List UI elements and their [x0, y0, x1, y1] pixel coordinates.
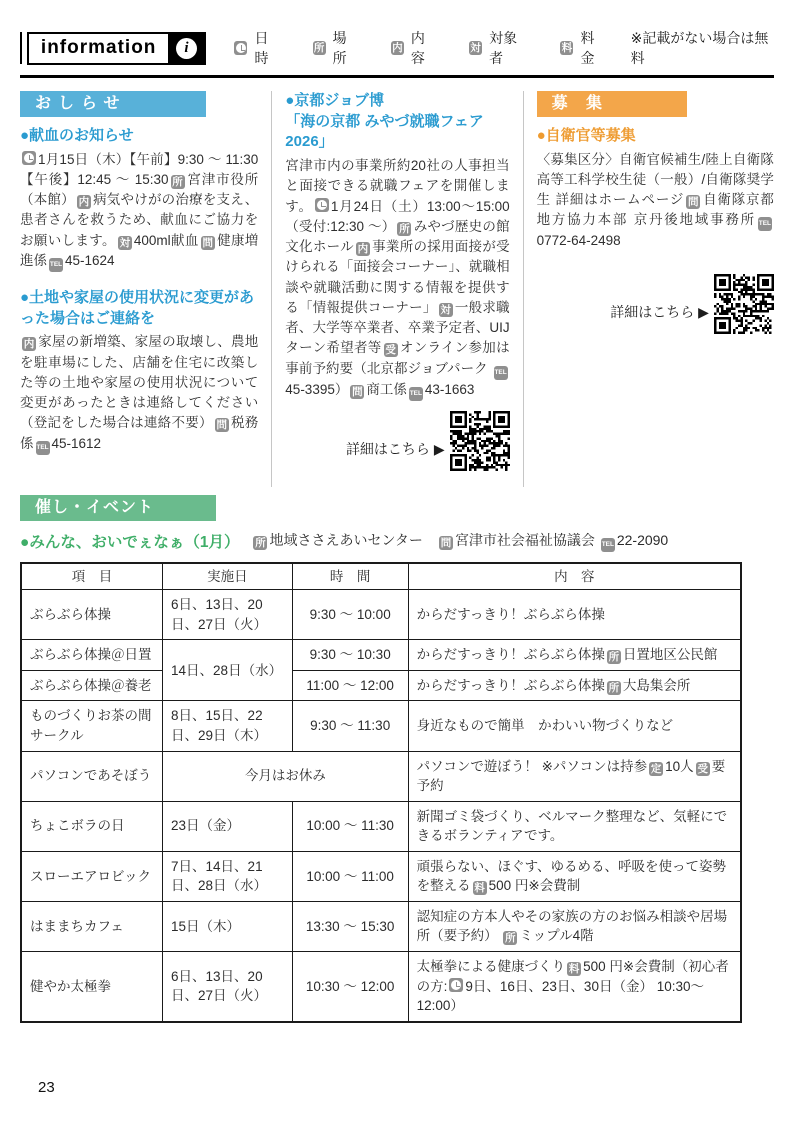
cell-dates: 7日、14日、21日、28日（水） [163, 851, 293, 901]
cell-item: スローエアロビック [21, 851, 163, 901]
cell-dates: 15日（木） [163, 901, 293, 951]
notice-body: 1月15日（木）【午前】9:30 ～ 11:30【午後】12:45 ～ 15:30 所 宮津市役所（本館） 内 病気やけがの治療を支え、患者さんを救うため、献血にご協力をお願いします。 対 400ml献血 問 健康増進係 TEL 45-1624 [20, 150, 258, 272]
content-icon: 内 [357, 243, 369, 256]
place-icon: 所 [172, 175, 183, 188]
cell-dates: 6日、13日、20日、27日（火） [163, 952, 293, 1022]
place-icon: 所 [608, 651, 620, 664]
content-icon: 内 [23, 338, 35, 351]
cell-time: 9:30 ～ 11:30 [292, 701, 408, 751]
fee-icon: 料 [474, 882, 485, 895]
legend-item-place [311, 28, 359, 68]
tel-icon: TEL [758, 217, 772, 231]
cell-desc: からだすっきり！ぶらぶら体操 所 大島集会所 [408, 670, 741, 701]
cell-dates: 6日、13日、20日、27日（火） [163, 590, 293, 640]
application-icon: 受 [697, 762, 708, 775]
legend-label: 日時 [254, 30, 269, 66]
place-icon: 所 [255, 536, 266, 549]
events-table [20, 562, 742, 1023]
legend-label: 対象者 [489, 30, 518, 66]
col-header-item: 項 目 [21, 563, 163, 590]
section-header-oshirase: おしらせ [20, 91, 206, 117]
inquiry-icon: 問 [216, 419, 228, 432]
section-header-events: 催し・イベント [20, 495, 216, 521]
event-title: ●みんな、おいでぇなぁ（1月） [20, 533, 240, 551]
notice-title-line2: 「海の京都 みやづ就職フェア2026」 [285, 112, 484, 151]
notice-title: ●自衛官等募集 [536, 127, 636, 144]
datetime-icon [315, 198, 329, 212]
tel-icon: TEL [601, 538, 615, 552]
notice-title: ●献血のお知らせ [20, 127, 134, 144]
target-icon: 対 [440, 303, 451, 316]
datetime-icon [449, 978, 463, 992]
qr-caption: 詳細はこちら ▶ [610, 303, 709, 320]
tel-icon: TEL [49, 258, 63, 272]
cell-desc: 新聞ゴミ袋づくり、ベルマーク整理など、気軽にできるボランティアです。 [408, 801, 741, 851]
qr-caption: 詳細はこちら ▶ [345, 440, 445, 457]
table-row [21, 670, 741, 701]
place-icon: 所 [505, 932, 516, 945]
table-row [21, 751, 741, 801]
tel-icon: TEL [36, 441, 50, 455]
qr-code [450, 411, 510, 471]
table-row [21, 901, 741, 951]
application-icon: 受 [385, 344, 396, 357]
cell-desc: からだすっきり！ぶらぶら体操 [408, 590, 741, 640]
legend-label: 場所 [332, 30, 347, 66]
place-icon: 所 [399, 222, 410, 235]
table-row [21, 701, 741, 751]
table-row [21, 590, 741, 640]
notices-column-1 [20, 91, 271, 487]
cell-item: ちょこボラの日 [21, 801, 163, 851]
cell-time: 9:30 ～ 10:30 [292, 640, 408, 671]
table-row [21, 952, 741, 1022]
inquiry-icon: 問 [352, 385, 363, 398]
inquiry-icon: 問 [687, 196, 699, 209]
table-header-row [21, 563, 741, 590]
cell-desc: からだすっきり！ぶらぶら体操 所 日置地区公民館 [408, 640, 741, 671]
page-header [20, 28, 774, 68]
qr-code [714, 274, 774, 334]
tel-icon: TEL [409, 387, 423, 401]
cell-item: ものづくりお茶の間サークル [21, 701, 163, 751]
cell-desc: 認知症の方本人やその家族の方のお悩み相談や居場所（要予約） 所 ミップル4階 [408, 901, 741, 951]
target-icon: 対 [470, 42, 481, 54]
notice-body: 宮津市内の事業所約20社の人事担当と面接できる就職フェアを開催します。 1月24日（土）13:00～15:00（受付:12:30 ～） 所 みやづ歴史の館 文化ホール 内 事業所の採用面接が受けられる「面接会コーナー」、就職相談や就職活動に関する情報を提供する「情報提供コーナー」 対 一般求職者、大学等卒業者、卒業予定者、UIJターン希望者等 受 オンライン参加は事前予約要（北京都ジョブパーク TEL45-3395） 問 商工係 TEL 43-1663 [285, 156, 509, 401]
info-icon-letter: i [176, 38, 197, 59]
place-icon: 所 [608, 681, 620, 694]
notice-title-line1: ●京都ジョブ博 [285, 92, 385, 109]
qr-block [537, 274, 774, 334]
table-row [21, 640, 741, 671]
table-row [21, 851, 741, 901]
fee-icon: 料 [561, 42, 573, 54]
cell-desc: パソコンで遊ぼう！ ※パソコンは持参 定 10人 受 要予約 [408, 751, 741, 801]
event-title-row [20, 530, 774, 552]
inquiry-icon: 問 [440, 536, 452, 549]
icon-legend [232, 28, 774, 68]
legend-label: 内容 [410, 30, 425, 66]
notices-column-2 [271, 91, 522, 487]
page-number: 23 [38, 1079, 55, 1096]
content-icon: 内 [392, 42, 403, 54]
fee-icon: 料 [568, 963, 580, 975]
legend-item-target [467, 28, 528, 68]
info-icon [168, 34, 204, 63]
legend-item-fee [558, 28, 606, 68]
notices-section [20, 91, 774, 487]
cell-item: ぶらぶら体操＠養老 [21, 670, 163, 701]
notice-jsdf-recruit [537, 126, 774, 334]
event-meta: 所 地域ささえあいセンター 問 宮津市社会福祉協議会 TEL 22-2090 [251, 530, 668, 552]
col-header-time: 時 間 [292, 563, 408, 590]
cell-time: 13:30 ～ 15:30 [292, 901, 408, 951]
cell-desc: 頑張らない、ほぐす、ゆるめる、呼吸を使って姿勢を整える 料 500 円※会費制 [408, 851, 741, 901]
free-note: ※記載がない場合は無料 [630, 30, 769, 66]
legend-item-content [389, 28, 437, 68]
notice-body: 〈募集区分〉自衛官候補生/陸上自衛隊高等工科学校生徒（一般）/自衛隊奨学生 詳細はホームページ 問 自衛隊京都地方協力本部 京丹後地域事務所 TEL0772-64-2498 [536, 151, 774, 249]
inquiry-icon: 問 [202, 236, 213, 249]
notice-job-fair [285, 91, 509, 471]
cell-dates: 8日、15日、22日、29日（木） [163, 701, 293, 751]
col-header-desc: 内 容 [408, 563, 741, 590]
notice-land-house-change [20, 288, 258, 455]
capacity-icon: 定 [650, 762, 662, 775]
header-rule [20, 75, 774, 78]
qr-block [285, 411, 509, 471]
information-logo [27, 32, 207, 65]
table-row [21, 801, 741, 851]
notice-body: 内 家屋の新増築、家屋の取壊し、農地を駐車場にした、店舗を住宅に改築した等の土地や家屋の使用状況について変更があったときは連絡してください（登記をした場合は連絡不要） 問 税務係 TEL 45-1612 [20, 332, 258, 454]
cell-item: 健やか太極拳 [21, 952, 163, 1022]
tel-icon: TEL [494, 366, 508, 380]
content-icon: 内 [78, 196, 90, 209]
cell-time: 11:00 ～ 12:00 [292, 670, 408, 701]
cell-dates: 14日、28日（水） [163, 640, 293, 701]
cell-time: 10:00 ～ 11:00 [292, 851, 408, 901]
cell-item: はままちカフェ [21, 901, 163, 951]
section-header-boshu: 募 集 [537, 91, 687, 117]
target-icon: 対 [119, 236, 131, 249]
notice-title [285, 91, 509, 153]
col-header-dates: 実施日 [163, 563, 293, 590]
cell-dates: 23日（金） [163, 801, 293, 851]
cell-time: 9:30 ～ 10:00 [292, 590, 408, 640]
logo-rail [20, 32, 22, 64]
cell-desc: 身近なもので簡単 かわいい物づくりなど [408, 701, 741, 751]
place-icon: 所 [313, 42, 325, 54]
datetime-icon [234, 41, 247, 55]
cell-item: ぶらぶら体操＠日置 [21, 640, 163, 671]
cell-closed: 今月はお休み [163, 751, 409, 801]
cell-item: パソコンであそぼう [21, 751, 163, 801]
datetime-icon [22, 151, 36, 165]
events-section [20, 495, 774, 1023]
logo-text: information [40, 37, 157, 58]
cell-time: 10:30 ～ 12:00 [292, 952, 408, 1022]
notices-column-3 [523, 91, 774, 487]
notice-blood-donation [20, 126, 258, 272]
cell-item: ぶらぶら体操 [21, 590, 163, 640]
cell-time: 10:00 ～ 11:30 [292, 801, 408, 851]
cell-desc: 太極拳による健康づくり 料 500 円※会費制（初心者の方: 9日、16日、23日、30日（金） 10:30～12:00） [408, 952, 741, 1022]
legend-item-datetime [232, 28, 280, 68]
notice-title: ●土地や家屋の使用状況に変更があった場合はご連絡を [20, 288, 255, 327]
legend-label: 料金 [580, 30, 595, 66]
